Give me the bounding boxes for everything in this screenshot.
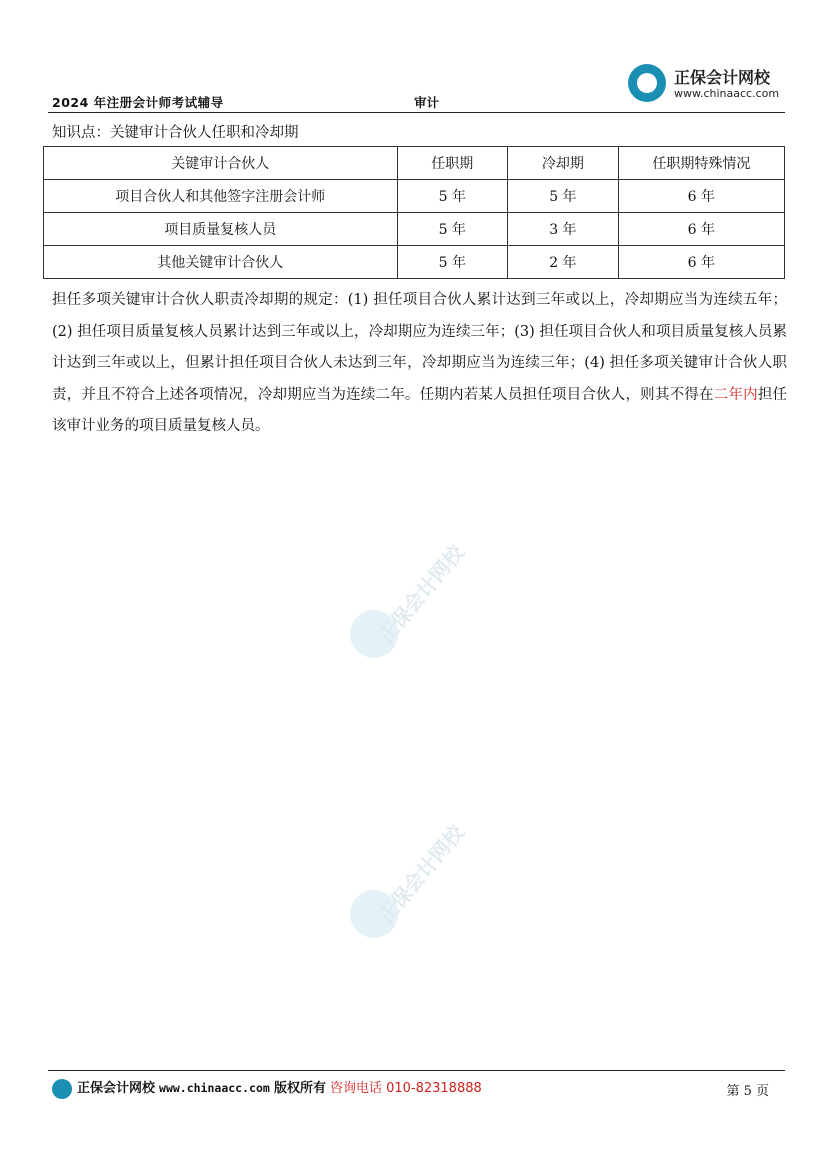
watermark-text: 正保会计网校 [373,820,469,928]
table-cell: 5 年 [397,180,508,213]
table-cell: 5 年 [397,246,508,279]
table-cell: 项目质量复核人员 [44,213,398,246]
header-title: 2024 年注册会计师考试辅导 [52,95,224,110]
table-cell: 项目合伙人和其他签字注册会计师 [44,180,398,213]
footer-divider [48,1070,785,1071]
paragraph-tail-text: 担任该审计业务的项目质量复核人员。 [52,386,788,434]
footer-brand: 正保会计网校 [77,1081,156,1096]
column-header: 关键审计合伙人 [44,147,398,180]
logo-name: 正保会计网校 [674,68,771,87]
watermark [350,790,510,950]
table-row [44,213,785,246]
table-cell: 6 年 [618,246,784,279]
logo-icon [628,64,666,102]
footer-url: www.chinaacc.com [159,1081,270,1095]
footer-rights: 版权所有 [273,1081,326,1096]
footer-logo-icon [52,1079,72,1099]
section-title: 知识点：关键审计合伙人任职和冷却期 [52,125,299,141]
header-divider [48,112,785,113]
header-subject: 审计 [414,95,440,110]
highlighted-text: 二年内 [713,386,758,403]
column-header: 任职期特殊情况 [618,147,784,180]
table-row [44,180,785,213]
table-cell: 5 年 [397,213,508,246]
table-cell: 5 年 [508,180,619,213]
page-number: 第 5 页 [726,1084,769,1099]
watermark-text: 正保会计网校 [373,540,469,648]
column-header: 任职期 [397,147,508,180]
brand-logo [628,62,788,106]
table-cell: 3 年 [508,213,619,246]
footer-hotline: 咨询电话 010-82318888 [329,1081,482,1096]
table-cell: 6 年 [618,213,784,246]
table-cell: 其他关键审计合伙人 [44,246,398,279]
watermark [350,510,510,670]
table-cell: 6 年 [618,180,784,213]
cooling-off-rules-paragraph [52,285,787,443]
table-header-row [44,147,785,180]
table-cell: 2 年 [508,246,619,279]
table-row [44,246,785,279]
footer [52,1077,482,1099]
paragraph-main-text: 担任多项关键审计合伙人职责冷却期的规定：(1) 担任项目合伙人累计达到三年或以上，冷却期应当为连续五年；(2) 担任项目质量复核人员累计达到三年或以上，冷却期应为连续三年；(3) 担任项目合伙人和项目质量复核人员累计达到三年或以上，但累计担任项目合伙人未达到三年，冷却期应当为连续三年；(4) 担任多项关键审计合伙人职责，并且不符合上述各项情况，冷却期应当为连续二年。任期内若某人员担任项目合伙人，则其不得在 [52,292,787,403]
column-header: 冷却期 [508,147,619,180]
logo-url: www.chinaacc.com [674,87,780,100]
partner-rotation-table [43,146,785,279]
